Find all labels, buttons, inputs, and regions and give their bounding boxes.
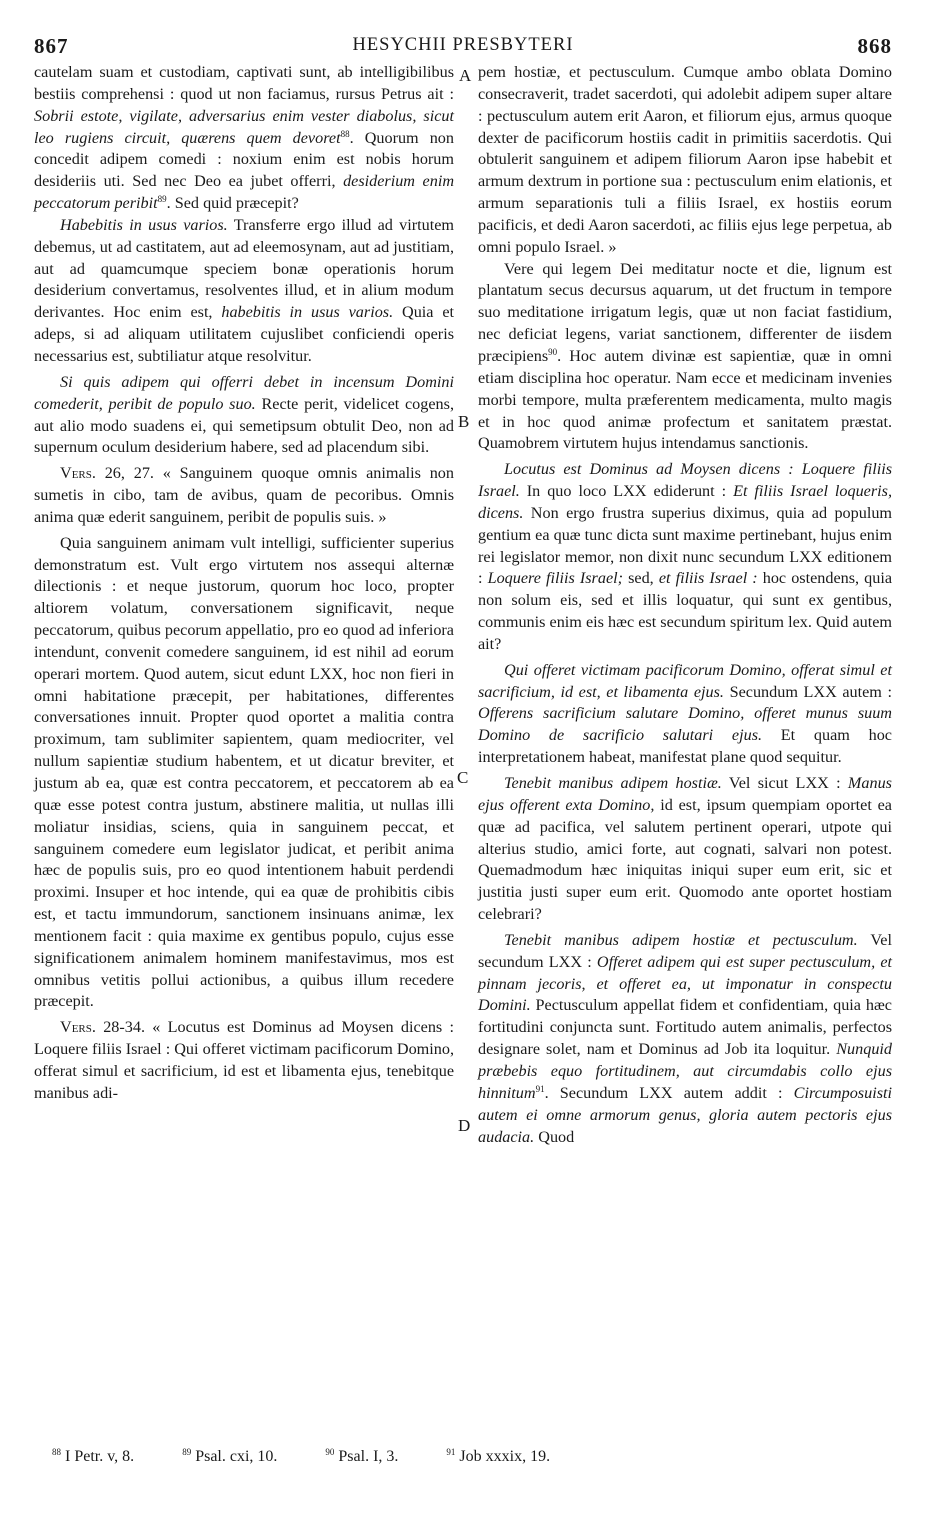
paragraph: Qui offeret victimam pacificorum Domino, offerat simul et sacrificium, id est, et libamenta ejus. Secundum LXX autem : Offerens sacrificium salutare Domino, offeret munus suum Domino de sacrificio salutari ejus. Et quam hoc interpretationem habeat, manifestat plane quod sequitur. [478, 660, 892, 767]
footnote: $^{88}$ I Petr. v, 8. [52, 1447, 135, 1465]
paragraph: Vers. 26, 27. « Sanguinem quoque omnis animalis non sumetis in cibo, tam de avibus, quam de pecoribus. Omnis anima quæ ederit sanguinem, peribit de populis suis. » [34, 464, 454, 526]
margin-marker-d: D [458, 1116, 471, 1135]
footnote: $^{89}$ Psal. cxi, 10. [182, 1447, 278, 1465]
paragraph: Tenebit manibus adipem hostiæ et pectusculum. Vel secundum LXX : Offeret adipem qui est super pectusculum, et pinnam jecoris, et offeret ea, ut imponatur in conspectu Domini. Pectusculum appellat fidem et confidentiam, quia hæc fortitudini conjuncta sunt. Fortitudo autem animalis, perfectos designare solet, nam et Dominus ad Job ita loquitur. Nunquid præbebis equo fortitudinem, aut circumdabis collo ejus hinnitum$^{91}$. Secundum LXX autem addit : Circumposuisti autem ei omne armorum genus, gloria autem pectoris ejus audacia. Quod [478, 930, 892, 1146]
page-header [34, 34, 892, 60]
paragraph: pem hostiæ, et pectusculum. Cumque ambo oblata Domino consecraverit, tradet sacerdoti, qui adolebit adipem super altare : pectusculum autem erit Aaron, et filiorum ejus, armus quoque dexter de pacificorum hostiis cadit in primitiis sacerdotis. Qui obtulerit sanguinem et adipem filiorum Aaron ipse habebit et armum dextrum in portione sua : pectusculum enim elationis, et armum separationis tuli a filiis Israel, ex hostiis eorum pacificis, et dedi Aaron sacerdoti, ac filiis ejus lege perpetua, ab omni populo Israel. » [478, 63, 892, 256]
paragraph: Locutus est Dominus ad Moysen dicens : Loquere filiis Israel. In quo loco LXX ediderunt : Et filiis Israel loqueris, dicens. Non ergo frustra superius diximus, quia ad populum gentium ea quæ tunc dicta sunt maxime pertinebant, hujus enim rei legislator memor, non dixit nunc secundum LXX editionem : Loquere filiis Israel; sed, et filiis Israel : hoc ostendens, quia non solum eis, sed et illis loquatur, qui sunt ex gentibus, communis enim eis hæc est secundum spiritum lex. Quid autem ait? [478, 460, 893, 653]
footnote: $^{91}$ Job xxxix, 19. [446, 1447, 551, 1465]
paragraph: Quia sanguinem animam vult intelligi, sufficienter superius demonstratum est. Vult ergo virtutem nos assequi alternæ dilectionis : et neque justorum, quorum hoc loco, propter altiorem volatum, conversationem significavit, neque peccatorum, quibus pecorum appellatio, pro eo quod ad inferiora intendunt, convenit comedere sanguinem, id est nihil ad eorum operari mortem. Quod autem, sicut edunt LXX, hoc non fieri in omni habitatione præcepit, per habitationes, differentes conversationes innuit. Propter quod oportet a malitia contra proximum, tam sublimiter sapientem, quam mediocriter, vel nullum sapientiæ studium habentem, et ut dicatur breviter, et justum ab ea, quæ est contra peccatorem, et peccatorem ab ea quæ esse potest contra justum, abstinere malitia, ut nullas illi moliatur insidias, sciens, quia in sanguinem peccat, et sanguinem comedere eum legislator judicat, et peribit anima hæc de populis suis, pro eo quod intentionem habuit perdendi proximi. Insuper et hoc intende, qui ea quæ de prohibitis cibis est, et tactu immundorum, sanctionem insinuans animæ, lex mentionem facit : quia maxime ex gentibus populo, cujus esse significationem animalem hominem manifestavimus, mos est omnibus vetitis pollui actionibus, a quibus illum recedere præcepit. [34, 533, 454, 1011]
paragraph: Tenebit manibus adipem hostiæ. Vel sicut LXX : Manus ejus offerent exta Domino, id est, ipsum quempiam oportet ea quæ ad pacifica, vel salutem pertinent operari, utpote qui alterius studio, amici forte, aut cognati, salvari non potest. Quemadmodum hæc iniquitas iniqui super eum erit, sic et justitia justi super eum erit. Quomodo ante oportet hostiam celebrari? [478, 774, 892, 924]
paragraph: Habebitis in usus varios. Transferre ergo illud ad virtutem debemus, ut ad castitatem, aut ad eleemosynam, aut ad justitiam, aut ad quamcumque speciem bonæ operationis horum desiderium convertamus, resolventes illud, et in alium modum derivantes. Hoc enim est, habebitis in usus varios. Quia et adeps, si ad aliquam utilitatem cujuslibet conficiendi operis necessarius est, subtiliatur atque resolvitur. [34, 215, 455, 365]
running-title: HESYCHII PRESBYTERI [352, 35, 574, 55]
paragraph: Vere qui legem Dei meditatur nocte et die, lignum est plantatum secus decursus aquarum, ut det fructum in tempore suo meditatione irrigatum legis, quæ ut non faciat fastidium, nec deficiat legens, variat sanctionem, differenter de iisdem præcipiens$^{90}$. Hoc autem divinæ est sapientiæ, quæ in omni etiam disciplina hoc operatur. Nam ecce et medicinam invenies morbi tempore, multa præferentem medicamenta, multo magis et in hoc quod animæ profectum et sanitatem præstat. Quamobrem virtutem hujus intendamus sanctionis. [478, 259, 892, 453]
footnote: $^{90}$ Psal. I, 3. [325, 1447, 399, 1465]
right-column [478, 62, 892, 1148]
left-column [34, 62, 454, 1105]
footnotes [52, 1448, 892, 1466]
footnote-ref: 88 [340, 128, 350, 139]
page-number-right: 868 [857, 34, 892, 58]
margin-marker-b: B [458, 412, 470, 431]
footnote-ref: 89 [157, 194, 167, 205]
paragraph: Vers. 28-34. « Locutus est Dominus ad Moysen dicens : Loquere filiis Israel : Qui offeret victimam pacificorum Domino, offerat simul et sacrificium, id est et libamenta ejus, tenebitque manibus adi- [34, 1018, 454, 1102]
margin-marker-c: C [457, 768, 469, 787]
paragraph: Si quis adipem qui offerri debet in incensum Domini comederit, peribit de populo suo. Recte perit, videlicet cogens, aut alio modo suadens ei, qui semetipsum obtulit Deo, non ad supernum oculum desiderium habere, sed ad placendum sibi. [34, 372, 454, 457]
margin-marker-a: A [459, 66, 472, 85]
paragraph: cautelam suam et custodiam, captivati sunt, ab intelligibilibus bestiis comprehensi : quod ut non faciamus, rursus Petrus ait : Sobrii estote, vigilate, adversarius enim vester diabolus, sicut leo rugiens circuit, quærens quem devoret$^{88}$. Quorum non concedit adipem comedi : noxium enim est nobis horum desideriis uti. Sed nec Deo ea jubet offerri, desiderium enim peccatorum peribit$^{89}$. Sed quid præcepit? [34, 63, 455, 213]
footnote-ref: 91 [535, 1083, 545, 1094]
footnote-ref: 90 [548, 346, 558, 357]
page-number-left: 867 [34, 34, 69, 58]
